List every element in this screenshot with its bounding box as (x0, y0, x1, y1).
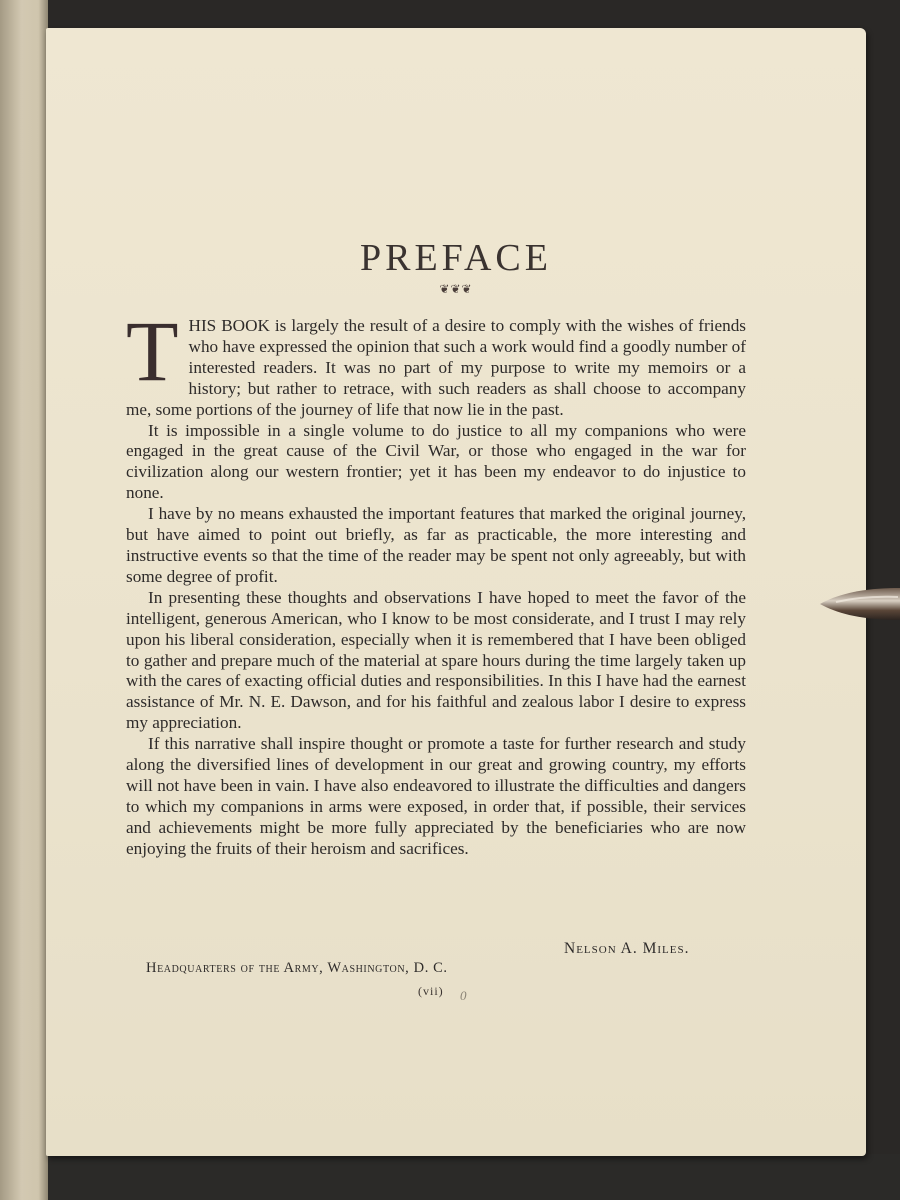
page-number: (vii) (418, 984, 444, 998)
paragraph-1 (126, 303, 746, 421)
paragraph-1-text: is largely the result of a desire to comply with the wishes of friends who have expressed the opinion that such a work would find a goodly number of interested readers. It was no part of my purpose to write my memoirs or a history; but rather to retrace, with such readers as shall choose to accompany me, some portions of the journey of life that now lie in the past. (126, 316, 746, 419)
opening-words: HIS BOOK (188, 316, 270, 335)
pencil-mark: 0 (460, 988, 467, 1003)
ornament-icon: ❦❦❦ (439, 282, 473, 296)
paragraph-4: In presenting these thoughts and observations I have hoped to meet the favor of the intelligent, generous American, who I know to be most considerate, and I trust I may rely upon his liberal consideration, especially when it is remembered that I have been obliged to gather and prepare much of the material at spare hours during the time largely taken up with the cares of exacting official duties and responsibilities. In this I have had the earnest assistance of Mr. N. E. Dawson, and for his faithful and zealous labor I desire to express my appreciation. (126, 587, 746, 733)
paragraph-3: I have by no means exhausted the important features that marked the original journey, but have aimed to point out briefly, as far as practicable, the more interesting and instructive events so that the time of the reader may be spent not only agreeably, but with some degree of profit. (126, 504, 746, 586)
paragraph-5: If this narrative shall inspire thought or promote a taste for further research and study along the diversified lines of development in our great and growing country, my efforts will not have been in vain. I have also endeavored to illustrate the difficulties and dangers to which my companions in arms were exposed, in order that, if possible, their services and achievements might be more fully appreciated by the beneficiaries who are now enjoying the fruits of their heroism and sacrifices. (126, 734, 746, 858)
pen-tip-icon (818, 580, 900, 628)
book-page (46, 28, 866, 1156)
background-table (48, 1154, 900, 1200)
author-signature: Nelson A. Miles. (564, 940, 690, 957)
facing-page-edge (0, 0, 48, 1200)
dateline-location: Headquarters of the Army, Washington, D. C. (146, 960, 448, 976)
page-title: PREFACE (359, 237, 552, 279)
drop-cap: T (126, 303, 179, 399)
paragraph-2: It is impossible in a single volume to do justice to all my companions who were engaged in the great cause of the Civil War, or those who engaged in the war for civilization along our western frontier; yet it has been my endeavor to do injustice to none. (126, 420, 746, 503)
preface-body (126, 303, 746, 860)
